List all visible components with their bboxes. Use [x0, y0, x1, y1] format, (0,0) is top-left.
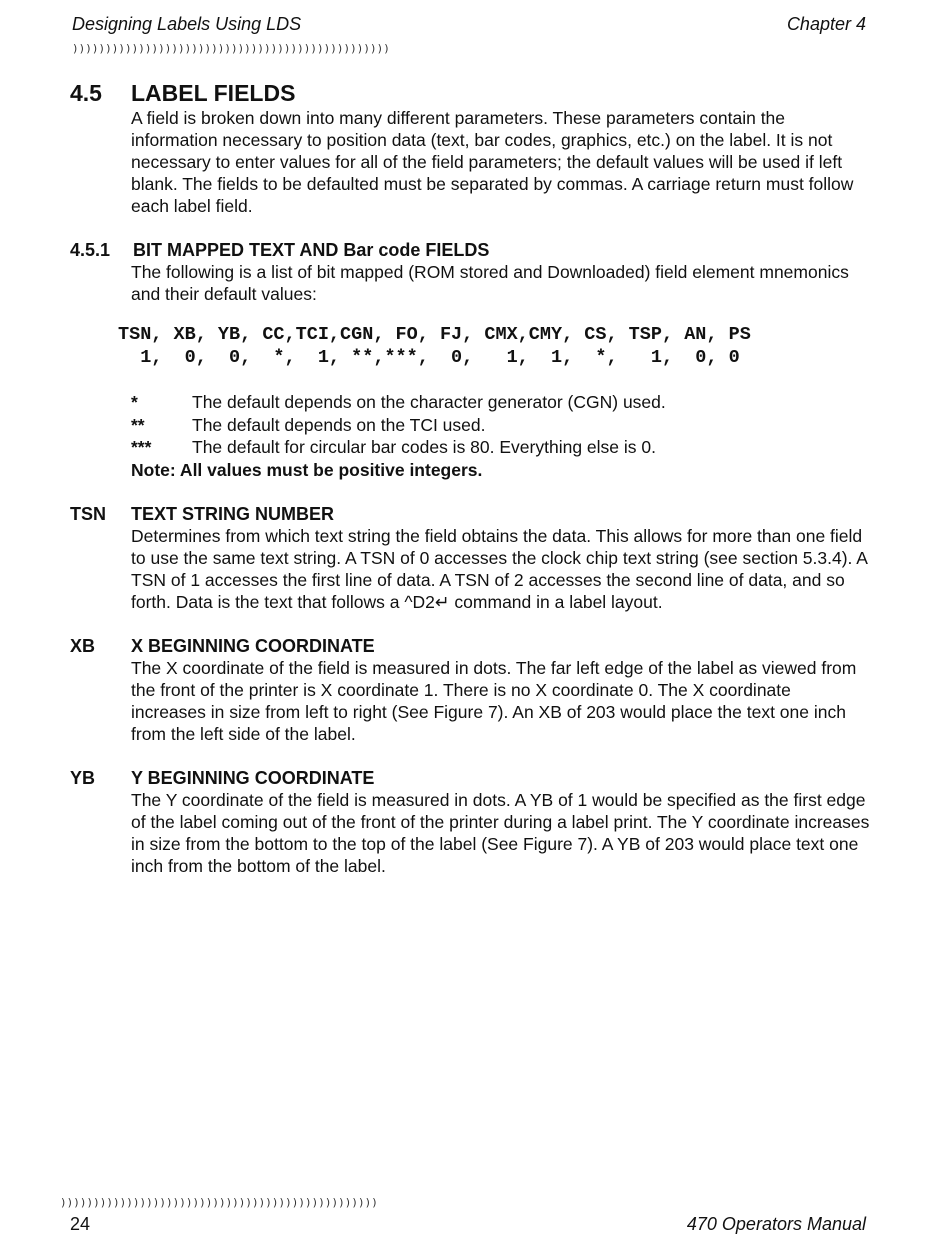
term-body: The X coordinate of the field is measured in dots. The far left edge of the label as viewed from the front of the printer is X coordinate 1. There is no X coordinate 0. The X coordinate increases in size from left to right (See Figure 7). An XB of 203 would place the text one inch from the left side of the label. — [131, 658, 857, 744]
header-chapter-number: Chapter 4 — [786, 14, 866, 34]
note-positive-integers: Note: All values must be positive integers. — [131, 459, 483, 480]
term-heading — [70, 635, 870, 657]
footer-rule: )))))))))))))))))))))))))))))))))))))))))))))))) — [60, 1196, 378, 1209]
term-abbr: XB — [70, 636, 96, 656]
term-title: Y BEGINNING COORDINATE — [131, 768, 375, 788]
footnote-mark: ** — [131, 414, 145, 435]
term-abbr: YB — [70, 768, 96, 788]
term-yb — [70, 767, 870, 877]
term-abbr: TSN — [70, 504, 106, 524]
term-tsn — [70, 503, 870, 613]
subsection-number: 4.5.1 — [70, 240, 111, 260]
manual-title: 470 Operators Manual — [686, 1214, 866, 1234]
term-xb — [70, 635, 870, 745]
section-title: LABEL FIELDS — [131, 80, 296, 106]
section-heading — [70, 80, 870, 107]
defaults-line: 1, 0, 0, *, 1, **,***, 0, 1, 1, *, 1, 0, 0 — [118, 347, 740, 368]
header-chapter-title: Designing Labels Using LDS — [72, 14, 302, 34]
subsection-heading — [70, 239, 870, 261]
footnote — [131, 436, 870, 459]
subsection-body: The following is a list of bit mapped (ROM stored and Downloaded) field element mnemonics and their default values: — [131, 262, 849, 304]
term-title: TEXT STRING NUMBER — [131, 504, 335, 524]
term-body: The Y coordinate of the field is measured in dots. A YB of 1 would be specified as the first edge of the label coming out of the front of the printer during a label print. The Y coordinate increases in size from the bottom to the top of the label (See Figure 7). A YB of 203 would place text one inch from the bottom of the label. — [131, 790, 870, 876]
page-footer — [70, 1214, 866, 1238]
page-content — [70, 80, 870, 877]
page-number: 24 — [70, 1214, 91, 1234]
section-body: A field is broken down into many different parameters. These parameters contain the information necessary to position data (text, bar codes, graphics, etc.) on the label. It is not necessary to enter values for all of the field parameters; the default values will be used if left blank. The fields to be defaulted must be separated by commas. A carriage return must follow each label field. — [131, 108, 854, 216]
footnote-text: The default depends on the character generator (CGN) used. — [192, 392, 666, 412]
mnemonics-line: TSN, XB, YB, CC,TCI,CGN, FO, FJ, CMX,CMY, CS, TSP, AN, PS — [118, 324, 751, 345]
term-heading — [70, 503, 870, 525]
page-header — [72, 14, 866, 38]
footnote-text: The default depends on the TCI used. — [192, 414, 486, 435]
footnote — [131, 414, 870, 437]
footnote-text: The default for circular bar codes is 80. Everything else is 0. — [192, 437, 656, 457]
header-rule: )))))))))))))))))))))))))))))))))))))))))))))))) — [72, 42, 390, 55]
term-heading — [70, 767, 870, 789]
footnote — [131, 391, 870, 414]
term-title: X BEGINNING COORDINATE — [131, 636, 375, 656]
term-body: Determines from which text string the field obtains the data. This allows for more than one field to use the same text string. A TSN of 0 accesses the clock chip text string (see section 5.3.4). A TSN of 1 accesses the first line of data. A TSN of 2 accesses the second line of data, and so forth. Data is the text that follows a ^D2↵ command in a label layout. — [131, 526, 868, 612]
subsection-title: BIT MAPPED TEXT AND Bar code FIELDS — [133, 240, 490, 260]
footnotes — [131, 391, 870, 481]
section-number: 4.5 — [70, 80, 102, 106]
footnote-mark: *** — [131, 437, 152, 457]
footnote-mark: * — [131, 392, 138, 412]
